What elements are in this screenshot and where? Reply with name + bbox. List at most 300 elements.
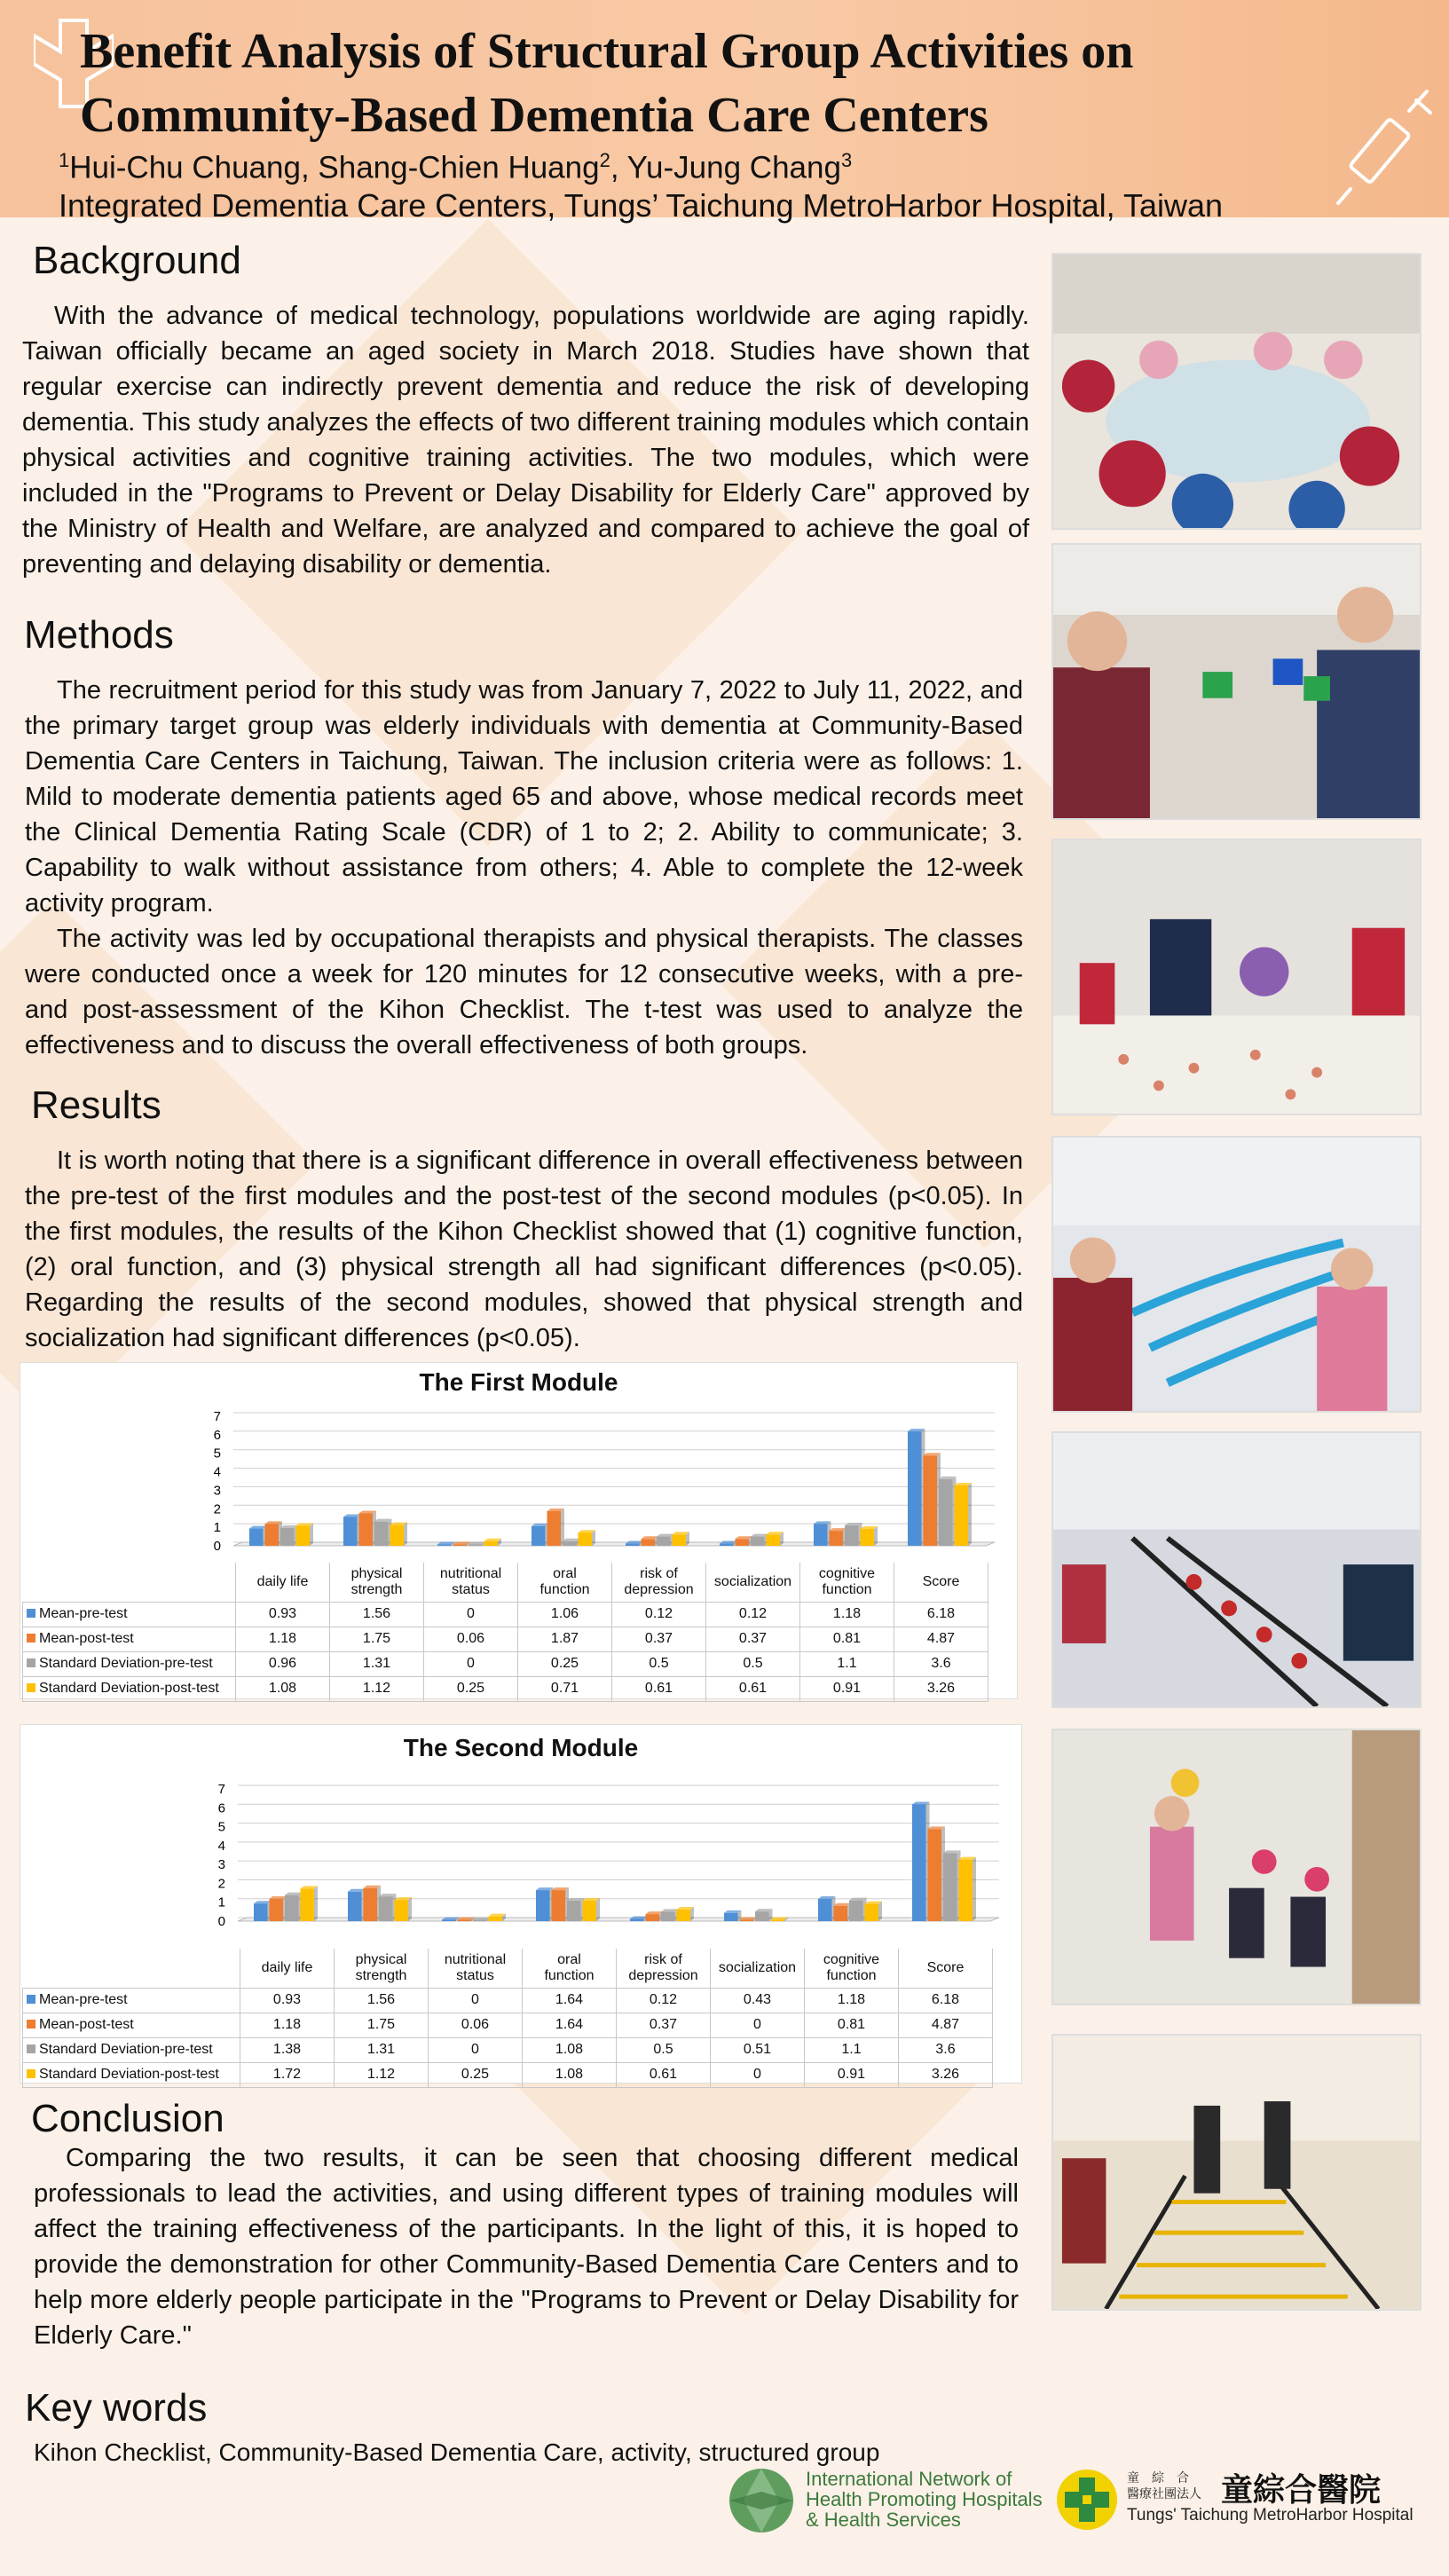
- bar: [724, 1910, 742, 1921]
- bar-face: [364, 1888, 378, 1921]
- bar-face: [959, 1860, 973, 1921]
- bar: [536, 1887, 554, 1921]
- bar: [567, 1898, 585, 1921]
- y-tick-label: 3: [213, 1483, 221, 1499]
- data-label: 0.12: [617, 1988, 711, 2013]
- y-tick-label: 6: [217, 1800, 225, 1816]
- legend-entry: [23, 1676, 236, 1701]
- bar-face: [249, 1529, 264, 1546]
- y-tick-label: 5: [213, 1446, 221, 1461]
- data-label: 0: [711, 2013, 805, 2037]
- data-label: 0: [429, 2037, 523, 2062]
- bar: [364, 1886, 382, 1921]
- bar-face: [818, 1899, 832, 1921]
- bar: [661, 1909, 679, 1921]
- category-label-line: Score: [922, 1573, 960, 1589]
- bar-face: [630, 1918, 644, 1921]
- bar: [955, 1483, 973, 1546]
- bar: [270, 1896, 287, 1921]
- bar-face: [924, 1455, 938, 1546]
- legend-label: Standard Deviation-pre-test: [39, 1656, 213, 1671]
- hph-line-3: & Health Services: [806, 2509, 961, 2531]
- bar: [943, 1850, 961, 1921]
- data-label: 6.18: [899, 1988, 993, 2013]
- bar: [720, 1540, 737, 1546]
- legend-swatch: [27, 1634, 35, 1642]
- legend-swatch: [27, 1658, 35, 1667]
- hospital-name-zh: 童綜合醫院: [1221, 2472, 1382, 2509]
- data-label: 0.06: [424, 1627, 518, 1651]
- bar-face: [767, 1534, 781, 1546]
- legend-swatch: [27, 2044, 35, 2053]
- bar: [755, 1909, 773, 1921]
- bar: [395, 1897, 413, 1921]
- data-label: 0.61: [617, 2062, 711, 2087]
- category-label: [236, 1563, 330, 1602]
- category-label-line: socialization: [713, 1573, 792, 1589]
- bar-face: [458, 1920, 472, 1922]
- activity-photo-1: [1051, 253, 1421, 530]
- data-label: 1.64: [523, 1988, 617, 2013]
- data-label: 0: [424, 1651, 518, 1676]
- methods-paragraph-2: The activity was led by occupational therapists and physical therapists. The classes were conducted once a week for 120 minutes for 12 consecutive weeks, with a pre- and post-assessment of the Kihon Checklist. The t-test was used to analyze the effectiveness and to discuss the overall effectiveness of both groups.: [25, 925, 1023, 1060]
- data-label: 1.1: [800, 1651, 894, 1676]
- hospital-logo-icon: [1056, 2469, 1118, 2531]
- data-label: 1.64: [523, 2013, 617, 2037]
- bar-face: [265, 1524, 280, 1546]
- results-heading: Results: [31, 1083, 161, 1127]
- bar-face: [845, 1525, 859, 1546]
- bar-face: [834, 1906, 848, 1921]
- bar: [343, 1514, 361, 1546]
- title-line-1: Benefit Analysis of Structural Group Activities on: [80, 24, 1134, 79]
- bar-face: [955, 1485, 969, 1546]
- table-header-row: [23, 1563, 988, 1602]
- data-label: 0.37: [612, 1627, 706, 1651]
- hospital-small-1: 童 綜 合: [1127, 2471, 1189, 2485]
- data-label: 3.26: [899, 2062, 993, 2087]
- results-text: [25, 1143, 1023, 1356]
- cup-exercise-photo: [1053, 545, 1420, 818]
- second-module-title: The Second Module: [403, 1734, 639, 1761]
- bar: [254, 1901, 272, 1921]
- bar-face: [359, 1514, 374, 1547]
- bar: [642, 1536, 659, 1546]
- legend-swatch: [27, 1995, 35, 2004]
- data-label: 0: [429, 1988, 523, 2013]
- bar-face: [771, 1920, 785, 1922]
- data-label: 1.31: [330, 1651, 424, 1676]
- author-3: , Yu-Jung Chang: [610, 150, 841, 185]
- bar: [834, 1903, 852, 1921]
- data-label: 4.87: [894, 1627, 988, 1651]
- activity-photo-4: [1051, 1136, 1421, 1413]
- category-label-line: physical: [350, 1565, 403, 1581]
- y-tick-label: 6: [213, 1427, 221, 1443]
- data-label: 1.1: [805, 2037, 899, 2062]
- bar-face: [583, 1901, 597, 1921]
- category-label: [805, 1949, 899, 1988]
- data-label: 0.5: [612, 1651, 706, 1676]
- legend-label: Mean-post-test: [39, 2017, 134, 2032]
- bar: [552, 1887, 570, 1921]
- legend-label: Standard Deviation-post-test: [39, 1681, 219, 1696]
- bar: [657, 1534, 674, 1546]
- legend-label: Mean-pre-test: [39, 1992, 128, 2007]
- bar-face: [280, 1528, 295, 1546]
- category-label-line: oral: [557, 1951, 581, 1967]
- bar-face: [254, 1903, 268, 1921]
- legend-label: Standard Deviation-pre-test: [39, 2042, 213, 2057]
- data-label: 1.38: [240, 2037, 335, 2062]
- bar: [484, 1539, 502, 1546]
- bar: [736, 1536, 753, 1546]
- bar-face: [724, 1913, 738, 1921]
- bar: [379, 1894, 397, 1921]
- category-label: [711, 1949, 805, 1988]
- bar: [285, 1893, 303, 1921]
- legend-entry: [23, 1651, 236, 1676]
- category-label: [612, 1563, 706, 1602]
- data-label: 1.87: [518, 1627, 612, 1651]
- bar: [359, 1511, 377, 1547]
- table-corner: [23, 1563, 236, 1602]
- legend-entry: [23, 2013, 240, 2037]
- category-label-line: depression: [624, 1581, 694, 1597]
- data-label: 1.56: [330, 1602, 424, 1627]
- data-label: 0.96: [236, 1651, 330, 1676]
- bar-face: [270, 1899, 284, 1921]
- bar-face: [861, 1529, 875, 1546]
- bar: [390, 1523, 408, 1546]
- poster-title: [80, 20, 1260, 147]
- category-label-line: status: [456, 1967, 494, 1983]
- bar-face: [642, 1539, 656, 1546]
- data-label: 1.18: [800, 1602, 894, 1627]
- data-label: 1.08: [523, 2062, 617, 2087]
- data-label: 0.06: [429, 2013, 523, 2037]
- background-text: [22, 298, 1029, 582]
- bar-face: [814, 1524, 828, 1546]
- data-label: 0.5: [617, 2037, 711, 2062]
- data-label: 0.61: [612, 1676, 706, 1701]
- category-label-line: function: [539, 1581, 590, 1597]
- bar: [489, 1914, 507, 1921]
- bar-face: [673, 1534, 687, 1546]
- bar-face: [379, 1896, 393, 1921]
- bar-face: [374, 1522, 389, 1546]
- category-label: [335, 1949, 429, 1988]
- activity-photo-3: [1051, 839, 1421, 1115]
- category-label-line: daily life: [261, 1959, 313, 1975]
- category-label: [518, 1563, 612, 1602]
- category-label: [330, 1563, 424, 1602]
- bar: [861, 1526, 878, 1546]
- hospital-small-label: [1127, 2470, 1201, 2502]
- y-tick-label: 4: [213, 1464, 221, 1480]
- legend-swatch: [27, 1683, 35, 1692]
- bar: [767, 1532, 784, 1546]
- data-label: 1.18: [805, 1988, 899, 2013]
- bar-side: [973, 1857, 976, 1921]
- first-module-title: The First Module: [419, 1368, 618, 1396]
- table-row: [23, 1627, 988, 1651]
- hph-line-2: Health Promoting Hospitals: [806, 2488, 1043, 2510]
- background-paragraph: With the advance of medical technology, populations worldwide are aging rapidly. Taiwan officially became an aged society in March 2018. Studies have shown that regular exercise can indirectly prevent dementia and reduce the risk of developing dementia. This study analyzes the effects of two different training modules which contain physical activities and cognitive training activities. The two modules, which were included in the "Programs to Prevent or Delay Disability for Elderly Care" approved by the Ministry of Health and Welfare, are analyzed and compared to achieve the goal of preventing and delaying disability or dementia.: [22, 302, 1029, 579]
- bar-face: [626, 1543, 640, 1546]
- table-header-row: [23, 1949, 993, 1988]
- author2-affil-mark: 2: [599, 149, 610, 171]
- bar: [677, 1907, 695, 1921]
- data-label: 0.91: [800, 1676, 894, 1701]
- hospital-name-en: Tungs' Taichung MetroHarbor Hospital: [1127, 2506, 1414, 2525]
- category-label-line: oral: [553, 1565, 577, 1581]
- y-tick-label: 2: [217, 1876, 225, 1892]
- bar-side: [310, 1523, 313, 1546]
- methods-text: [25, 673, 1023, 1063]
- bar-face: [943, 1853, 957, 1921]
- bar-face: [928, 1829, 942, 1921]
- data-label: 0.81: [805, 2013, 899, 2037]
- bar-face: [912, 1804, 926, 1921]
- category-label-line: function: [822, 1581, 872, 1597]
- category-label-line: Score: [926, 1959, 965, 1975]
- data-label: 1.06: [518, 1602, 612, 1627]
- bar-face: [532, 1526, 546, 1546]
- data-label: 1.31: [335, 2037, 429, 2062]
- bar: [646, 1911, 664, 1921]
- author-2: Shang-Chien Huang: [318, 150, 600, 185]
- legend-entry: [23, 1988, 240, 2013]
- footer-logos: [728, 2465, 1437, 2545]
- bar-face: [343, 1516, 358, 1546]
- group-table-photo: [1053, 255, 1420, 528]
- data-label: 3.6: [894, 1651, 988, 1676]
- bar: [939, 1477, 957, 1546]
- y-tick-label: 0: [217, 1914, 225, 1929]
- bar-face: [579, 1532, 593, 1546]
- legend-label: Standard Deviation-post-test: [39, 2067, 219, 2082]
- data-label: 0: [424, 1602, 518, 1627]
- table-row: [23, 2062, 993, 2087]
- category-label-line: physical: [355, 1951, 407, 1967]
- data-label: 1.12: [330, 1676, 424, 1701]
- bar: [673, 1532, 690, 1546]
- category-label-line: risk of: [644, 1951, 682, 1967]
- legend-entry: [23, 2037, 240, 2062]
- bar: [814, 1521, 831, 1546]
- bar: [924, 1453, 941, 1546]
- data-label: 0.91: [805, 2062, 899, 2087]
- hph-network-name: [806, 2469, 1043, 2530]
- bar-face: [567, 1901, 581, 1921]
- bar-face: [646, 1914, 660, 1921]
- data-label: 0.43: [711, 1988, 805, 2013]
- y-tick-label: 0: [213, 1539, 221, 1554]
- bar: [751, 1534, 768, 1546]
- data-label: 0.37: [706, 1627, 800, 1651]
- bar: [959, 1857, 977, 1921]
- conclusion-paragraph: Comparing the two results, it can be seen that choosing different medical professionals to lead the activities, and using different types of training modules will affect the training effectiveness of the participants. In the light of this, it is hoped to provide the demonstration for other Community-Based Dementia Care Centers and to help more elderly people participate in the "Programs to Prevent or Delay Disability for Elderly Care.": [34, 2144, 1019, 2350]
- bar-side: [592, 1530, 595, 1546]
- bar: [348, 1889, 366, 1921]
- legend-entry: [23, 1602, 236, 1627]
- bar-side: [878, 1902, 882, 1921]
- first-module-table: [22, 1563, 988, 1702]
- bar: [547, 1509, 565, 1546]
- bar: [583, 1898, 601, 1921]
- table-game-photo: [1053, 840, 1420, 1114]
- bar-face: [437, 1545, 452, 1547]
- data-label: 0.12: [706, 1602, 800, 1627]
- category-label: [706, 1563, 800, 1602]
- legend-entry: [23, 1627, 236, 1651]
- hph-line-1: International Network of: [806, 2468, 1012, 2490]
- bar-face: [830, 1531, 844, 1546]
- conclusion-text: [34, 2140, 1019, 2353]
- data-label: 1.75: [330, 1627, 424, 1651]
- data-label: 0.25: [518, 1651, 612, 1676]
- category-label-line: function: [826, 1967, 877, 1983]
- author3-affil-mark: 3: [840, 149, 853, 171]
- data-label: 4.87: [899, 2013, 993, 2037]
- category-label: [894, 1563, 988, 1602]
- bar-face: [348, 1892, 362, 1921]
- bar: [818, 1896, 836, 1921]
- hph-network-logo-icon: [728, 2467, 795, 2534]
- bar-face: [489, 1917, 503, 1921]
- data-label: 0.71: [518, 1676, 612, 1701]
- bar-face: [657, 1537, 671, 1546]
- bar: [865, 1902, 883, 1921]
- legend-swatch: [27, 2069, 35, 2078]
- activity-photo-5: [1051, 1431, 1421, 1708]
- data-label: 0: [711, 2062, 805, 2087]
- data-label: 0.25: [429, 2062, 523, 2087]
- author-1: Hui-Chu Chuang,: [69, 150, 319, 185]
- data-label: 3.6: [899, 2037, 993, 2062]
- second-module-chart: [20, 1724, 1022, 2084]
- table-corner: [23, 1949, 240, 1988]
- bar: [849, 1898, 867, 1921]
- bar-face: [755, 1911, 769, 1921]
- title-line-2: Community-Based Dementia Care Centers: [80, 88, 988, 143]
- y-tick-label: 2: [213, 1501, 221, 1517]
- activity-photo-2: [1051, 543, 1421, 820]
- bar: [296, 1523, 314, 1546]
- category-label-line: nutritional: [439, 1565, 502, 1581]
- bar: [630, 1916, 648, 1921]
- bar-face: [751, 1537, 765, 1546]
- bar: [830, 1528, 847, 1546]
- category-label-line: depression: [628, 1967, 698, 1983]
- data-label: 0.51: [711, 2037, 805, 2062]
- data-label: 0.61: [706, 1676, 800, 1701]
- category-label: [899, 1949, 993, 1988]
- table-row: [23, 1988, 993, 2013]
- bar-face: [442, 1920, 456, 1922]
- bar-side: [408, 1897, 412, 1921]
- y-tick-label: 1: [217, 1895, 225, 1910]
- bar-side: [874, 1526, 878, 1546]
- bar-face: [547, 1511, 562, 1546]
- bar: [912, 1801, 930, 1921]
- bar-face: [285, 1895, 299, 1921]
- results-paragraph: It is worth noting that there is a significant difference in overall effectiveness between the pre-test of the first modules and the post-test of the second modules (p<0.05). In the first modules, the results of the Kihon Checklist showed that (1) cognitive function, (2) oral function, and (3) physical strength all had significant differences (p<0.05). Regarding the results of the second modules, showed that physical strength and socialization had significant differences (p<0.05).: [25, 1146, 1023, 1352]
- affiliation: Integrated Dementia Care Centers, Tungs’ Taichung MetroHarbor Hospital, Taiwan: [59, 187, 1224, 224]
- second-module-table: [22, 1949, 993, 2088]
- data-label: 1.18: [236, 1627, 330, 1651]
- background-heading: Background: [33, 239, 241, 282]
- bar-face: [552, 1890, 566, 1921]
- data-label: 0.12: [612, 1602, 706, 1627]
- y-tick-label: 7: [217, 1782, 225, 1797]
- bar-face: [740, 1920, 754, 1922]
- category-label-line: function: [544, 1967, 595, 1983]
- category-label: [800, 1563, 894, 1602]
- category-label-line: socialization: [718, 1959, 797, 1975]
- bar: [626, 1540, 643, 1546]
- y-tick-label: 4: [217, 1838, 225, 1854]
- bar-face: [720, 1543, 734, 1546]
- second-module-plot: [20, 1780, 1017, 1934]
- bar: [265, 1521, 283, 1546]
- category-label: [240, 1949, 335, 1988]
- first-module-plot: [20, 1407, 1012, 1558]
- category-label-line: strength: [355, 1967, 407, 1983]
- methods-paragraph-1: The recruitment period for this study was from January 7, 2022 to July 11, 2022, and the primary target group was elderly individuals with dementia at Community-Based Dementia Care Centers in Taichung, Taiwan. The inclusion criteria were as follows: 1. Mild to moderate dementia patients aged 65 and above, whose medical records meet the Clinical Dementia Rating Scale (CDR) of 1 to 2; 2. Ability to communicate; 3. Capability to walk without assistance from others; 4. Able to complete the 12-week activity program.: [25, 676, 1023, 918]
- category-label-line: status: [452, 1581, 490, 1597]
- data-label: 0.25: [424, 1676, 518, 1701]
- category-label: [523, 1949, 617, 1988]
- pompom-dance-photo: [1053, 1730, 1420, 2004]
- bar: [845, 1523, 862, 1546]
- bar-side: [561, 1509, 564, 1546]
- category-label-line: strength: [350, 1581, 403, 1597]
- data-label: 1.56: [335, 1988, 429, 2013]
- bar: [908, 1429, 925, 1546]
- bar: [374, 1519, 392, 1546]
- bar: [280, 1525, 298, 1546]
- bar-side: [596, 1898, 600, 1921]
- data-label: 0.93: [236, 1602, 330, 1627]
- table-row: [23, 2013, 993, 2037]
- table-row: [23, 2037, 993, 2062]
- bar-side: [404, 1523, 407, 1546]
- y-tick-label: 5: [217, 1819, 225, 1835]
- data-label: 1.08: [236, 1676, 330, 1701]
- legend-label: Mean-post-test: [39, 1631, 134, 1646]
- bar-face: [908, 1431, 922, 1546]
- legend-label: Mean-pre-test: [39, 1606, 128, 1621]
- bar-face: [865, 1904, 879, 1921]
- table-row: [23, 1651, 988, 1676]
- table-row: [23, 1602, 988, 1627]
- methods-heading: Methods: [24, 613, 174, 657]
- data-label: 1.72: [240, 2062, 335, 2087]
- bar: [579, 1530, 596, 1546]
- data-label: 0.81: [800, 1627, 894, 1651]
- legend-swatch: [27, 2020, 35, 2029]
- bar-face: [473, 1920, 487, 1922]
- bar: [249, 1526, 267, 1546]
- data-label: 0.5: [706, 1651, 800, 1676]
- category-label: [617, 1949, 711, 1988]
- data-label: 1.75: [335, 2013, 429, 2037]
- bar-face: [296, 1525, 311, 1546]
- bar-face: [536, 1890, 550, 1921]
- author1-affil-mark: 1: [59, 149, 70, 171]
